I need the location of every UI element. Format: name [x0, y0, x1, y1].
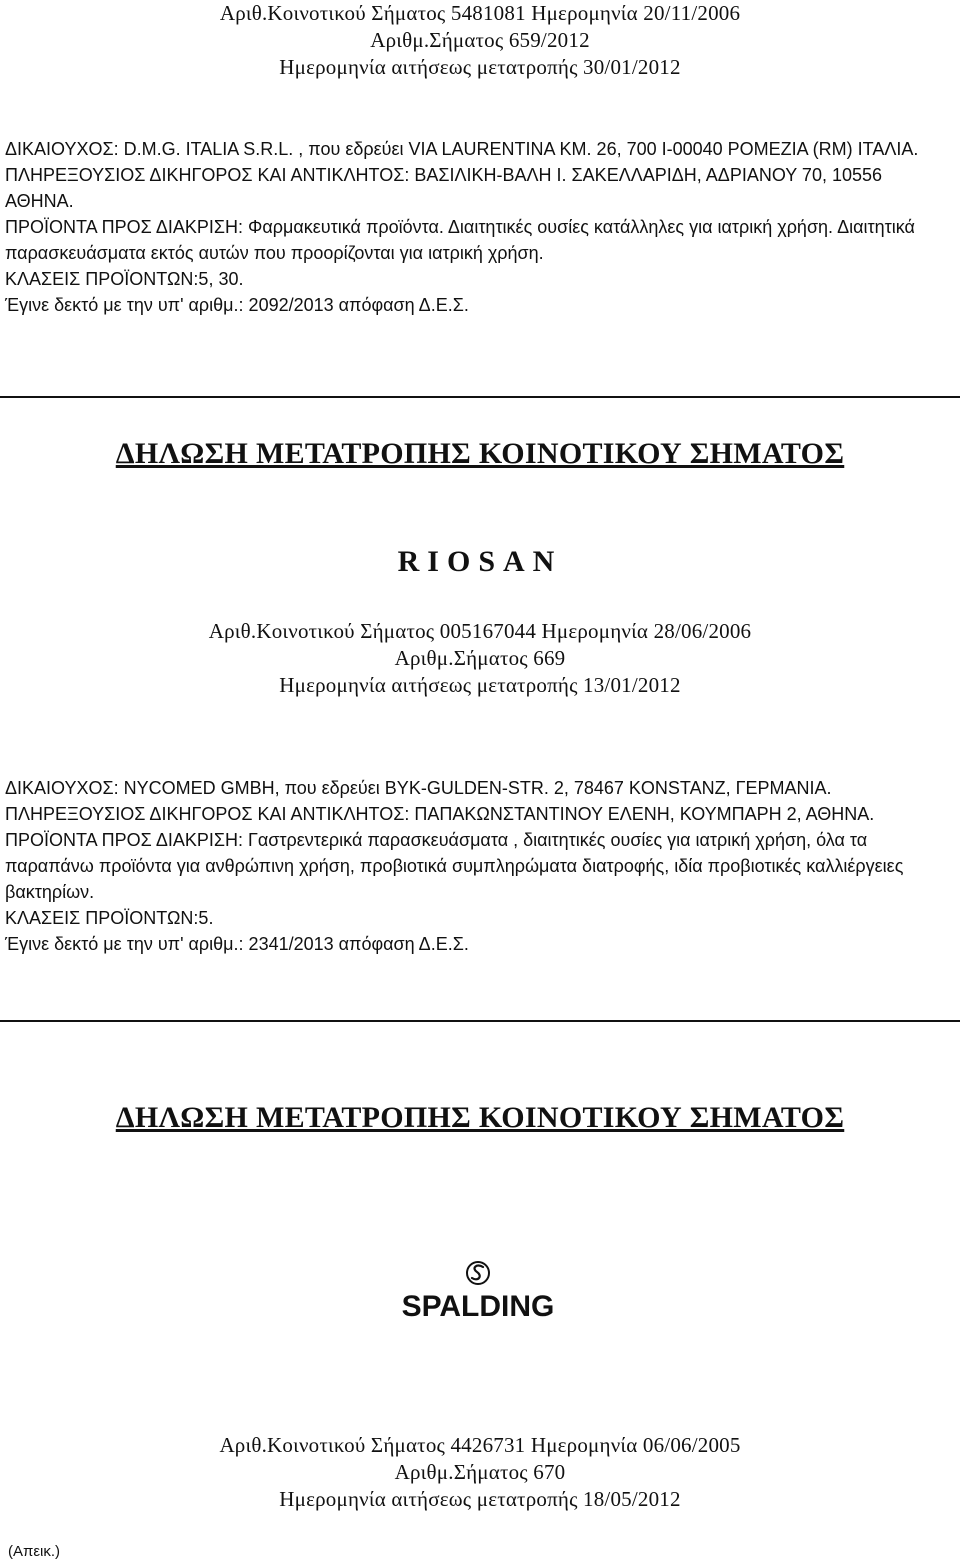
record3-header-line3: Ημερομηνία αιτήσεως μετατροπής 18/05/2012: [279, 1487, 681, 1511]
footer-note: (Απεικ.): [8, 1543, 61, 1560]
record1-decision: Έγινε δεκτό με την υπ' αριθμ.: 2092/2013 απόφαση Δ.Ε.Σ.: [5, 295, 469, 315]
record3-header-line2: Αριθμ.Σήματος 670: [394, 1460, 566, 1484]
record1-classes: ΚΛΑΣΕΙΣ ΠΡΟΪΟΝΤΩΝ:5, 30.: [5, 269, 244, 289]
record2-header: [0, 618, 960, 699]
record2-header-line2: Αριθμ.Σήματος 669: [394, 646, 566, 670]
record3-header: [0, 1432, 960, 1513]
record1-header-line2: Αριθμ.Σήματος 659/2012: [370, 28, 590, 52]
record1-products: ΠΡΟΪΟΝΤΑ ΠΡΟΣ ΔΙΑΚΡΙΣΗ: Φαρμακευτικά προϊόντα. Διαιτητικές ουσίες κατάλληλες για ιατρική χρήση. Διαιτητικά παρασκευάσματα εκτός αυτών που προορίζονται για ιατρική χρήση.: [5, 217, 915, 263]
record1-owner: ΔΙΚΑΙΟΥΧΟΣ: D.M.G. ITALIA S.R.L. , που εδρεύει VIA LAURENTINA KM. 26, 700 I-00040 POMEZIA (RM) ΙΤΑΛΙΑ.: [5, 139, 919, 159]
record1-header-line1: Αριθ.Κοινοτικού Σήματος 5481081 Ημερομηνία 20/11/2006: [219, 1, 741, 25]
record2-title: ΔΗΛΩΣΗ ΜΕΤΑΤΡΟΠΗΣ ΚΟΙΝΟΤΙΚΟΥ ΣΗΜΑΤΟΣ: [115, 437, 845, 470]
record2-attorney: ΠΛΗΡΕΞΟΥΣΙΟΣ ΔΙΚΗΓΟΡΟΣ ΚΑΙ ΑΝΤΙΚΛΗΤΟΣ: ΠΑΠΑΚΩΝΣΤΑΝΤΙΝΟΥ ΕΛΕΝΗ, ΚΟΥΜΠΑΡΗ 2, ΑΘΗΝΑ.: [5, 804, 875, 824]
spalding-logo-emblem: [467, 1262, 489, 1284]
record1-header-line3: Ημερομηνία αιτήσεως μετατροπής 30/01/2012: [279, 55, 681, 79]
record2-details: [5, 775, 954, 957]
record2-decision: Έγινε δεκτό με την υπ' αριθμ.: 2341/2013 απόφαση Δ.Ε.Σ.: [5, 934, 469, 954]
record2-header-line3: Ημερομηνία αιτήσεως μετατροπής 13/01/2012: [279, 673, 681, 697]
record3-header-line1: Αριθ.Κοινοτικού Σήματος 4426731 Ημερομηνία 06/06/2005: [219, 1433, 741, 1457]
spalding-logo: [398, 1258, 558, 1328]
record3-title: ΔΗΛΩΣΗ ΜΕΤΑΤΡΟΠΗΣ ΚΟΙΝΟΤΙΚΟΥ ΣΗΜΑΤΟΣ: [115, 1101, 845, 1134]
record1-attorney: ΠΛΗΡΕΞΟΥΣΙΟΣ ΔΙΚΗΓΟΡΟΣ ΚΑΙ ΑΝΤΙΚΛΗΤΟΣ: ΒΑΣΙΛΙΚΗ-ΒΑΛΗ Ι. ΣΑΚΕΛΛΑΡΙΔΗ, ΑΔΡΙΑΝΟΥ 70, 10556 ΑΘΗΝΑ.: [5, 165, 883, 211]
record2-mark: RIOSAN: [397, 545, 563, 578]
record1-header: [0, 0, 960, 81]
record2-classes: ΚΛΑΣΕΙΣ ΠΡΟΪΟΝΤΩΝ:5.: [5, 908, 214, 928]
record2-owner: ΔΙΚΑΙΟΥΧΟΣ: NYCOMED GMBH, που εδρεύει BYK-GULDEN-STR. 2, 78467 KONSTANZ, ΓΕΡΜΑΝΙΑ.: [5, 778, 832, 798]
spalding-logo-wordmark: SPALDING: [401, 1290, 555, 1323]
record1-details: [5, 136, 954, 318]
record2-header-line1: Αριθ.Κοινοτικού Σήματος 005167044 Ημερομηνία 28/06/2006: [208, 619, 752, 643]
section-divider: [0, 396, 960, 398]
section-divider: [0, 1020, 960, 1022]
record2-products: ΠΡΟΪΟΝΤΑ ΠΡΟΣ ΔΙΑΚΡΙΣΗ: Γαστρεντερικά παρασκευάσματα , διαιτητικές ουσίες για ιατρική χρήση, όλα τα παραπάνω προϊόντα για ανθρώπινη χρήση, προβιοτικά συμπληρώματα διατροφής, ιδία προβιοτικές καλλιέργειες βακτηρίων.: [5, 830, 904, 902]
